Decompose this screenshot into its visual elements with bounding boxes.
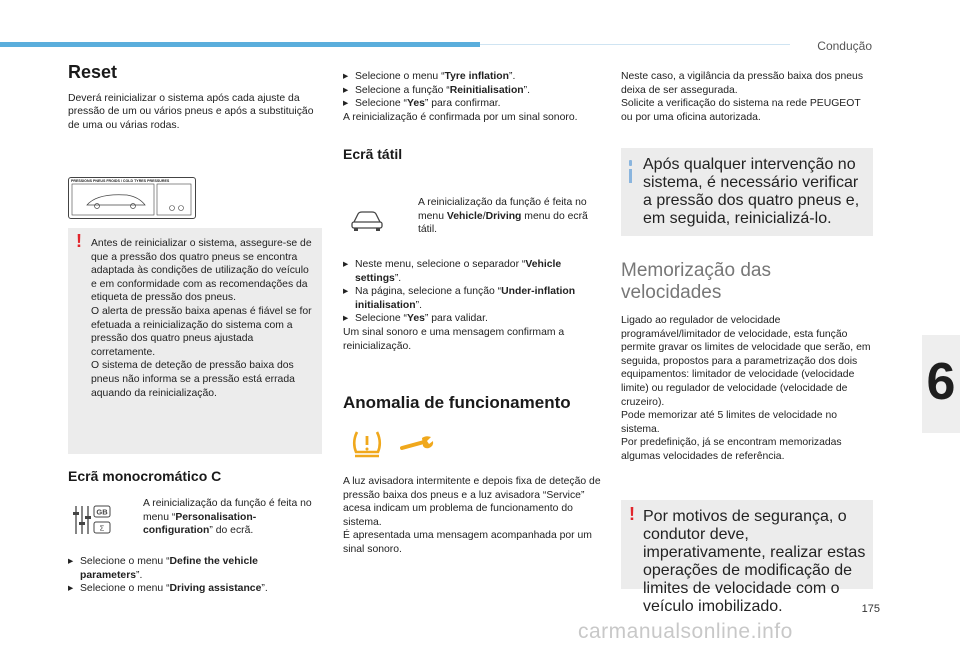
mono-text <box>143 497 323 538</box>
info-box <box>621 148 873 236</box>
svg-text:GB: GB <box>96 507 108 517</box>
speed-warning-text: Por motivos de segurança, o condutor deve, imperativamente, realizar estas operações de modificação de limites de velocidade com o veículo imobilizado. <box>643 508 866 615</box>
fault-text-2: É apresentada uma mensagem acompanhada por um sinal sonoro. <box>343 530 592 555</box>
column-2-top <box>343 70 601 162</box>
reset-intro: Deverá reinicializar o sistema após cada ajuste da pressão de um ou vários pneus e após a substituição de uma ou várias rodas. <box>68 92 314 131</box>
fault-text <box>343 475 601 557</box>
bullet-icon: ▸ <box>343 98 349 110</box>
tyre-label-title: PRESSIONS PNEUS FROIDS / COLD TYRES PRESSURES <box>71 179 170 183</box>
mono-heading: Ecrã monocromático C <box>68 468 222 484</box>
col3-text-2: Solicite a verificação do sistema na rede PEUGEOT ou por uma oficina autorizada. <box>621 98 861 123</box>
memory-section <box>621 260 873 464</box>
svg-text:Σ: Σ <box>99 523 105 533</box>
list-item: ▸ Selecione a função “Reinitialisation”. <box>343 84 530 96</box>
car-touchscreen-icon <box>350 206 384 232</box>
page-number: 175 <box>861 603 880 615</box>
reset-heading: Reset <box>68 62 118 82</box>
bullet-icon: ▸ <box>343 286 349 298</box>
column-1 <box>68 62 322 132</box>
warning-line-3: O sistema de deteção de pressão baixa dos pneus não informa se a pressão está errada aquando da reinicialização. <box>91 360 295 399</box>
fault-heading: Anomalia de funcionamento <box>343 393 571 412</box>
touch-steps <box>343 258 601 353</box>
touch-end-text: Um sinal sonoro e uma mensagem confirmam a reinicialização. <box>343 326 565 352</box>
reset-warning-box <box>68 228 322 454</box>
fault-text-1: A luz avisadora intermitente e depois fixa de deteção de pressão baixa dos pneus e a luz avisadora “Service” acesa indicam um problema de funcionamento do sistema. <box>343 476 601 528</box>
memory-heading: Memorização das velocidades <box>621 260 771 303</box>
fault-section <box>343 393 601 412</box>
chapter-title: Condução <box>817 39 872 53</box>
column-3-top <box>621 70 873 124</box>
bullet-icon: ▸ <box>343 259 349 270</box>
watermark: carmanualsonline.info <box>578 620 793 643</box>
mono-text-c: ” do ecrã. <box>209 525 254 537</box>
info-bar-icon <box>629 169 632 183</box>
list-item: ▸ Selecione o menu “Driving assistance”. <box>68 583 268 595</box>
confirm-text: A reinicialização é confirmada por um sinal sonoro. <box>343 111 578 123</box>
tyre-pressure-warning-icon <box>350 428 384 460</box>
tyre-pressure-label-image <box>68 177 196 219</box>
mono-menu-name: Personalisation-configuration <box>143 511 257 537</box>
bullet-icon: ▸ <box>68 583 74 595</box>
bullet-icon: ▸ <box>68 556 74 567</box>
bullet-icon: ▸ <box>343 84 349 96</box>
bullet-icon: ▸ <box>343 313 349 325</box>
chapter-tab-number: 6 <box>926 353 956 411</box>
car-outline-icon <box>69 178 195 218</box>
mono-section <box>68 470 322 484</box>
memory-text-1: Ligado ao regulador de velocidade programável/limitador de velocidade, esta função permite gravar os limites de velocidade que serão, em seguida, propostos para a parametrização dos dois equipamentos: limitador de velocidade (velocidade limite) ou regulador de velocidade (velocidade de cruzeiro). <box>621 315 871 408</box>
touch-heading: Ecrã tátil <box>343 146 403 163</box>
list-item: ▸ Selecione o menu “Define the vehicle parameters”. <box>68 556 258 581</box>
list-item: ▸ Na página, selecione a função “Under-inflation initialisation”. <box>343 286 576 311</box>
list-item: ▸ Selecione “Yes” para validar. <box>343 313 488 325</box>
header-accent-bar <box>0 42 480 47</box>
info-box-text: Após qualquer intervenção no sistema, é necessário verificar a pressão dos quatro pneus e, em seguida, reinicializá-lo. <box>643 156 860 227</box>
list-item: ▸ Selecione “Yes” para confirmar. <box>343 98 501 110</box>
col3-text-1: Neste caso, a vigilância da pressão baixa dos pneus deixa de ser assegurada. <box>621 71 864 96</box>
warning-exclamation-icon: ! <box>629 504 635 524</box>
info-dot-icon <box>629 160 632 166</box>
list-item: ▸ Neste menu, selecione o separador “Vehicle settings”. <box>343 259 562 284</box>
warning-line-2: O alerta de pressão baixa apenas é fiável se for efetuada a reinicialização do sistema com a pressão dos quatro pneus ajustada corretamente. <box>91 305 312 358</box>
settings-gb-icon <box>72 500 114 540</box>
touch-text: A reinicialização da função é feita no menu Vehicle/Driving menu do ecrã tátil. <box>418 197 588 236</box>
wrench-icon <box>398 433 438 453</box>
memory-text-2: Pode memorizar até 5 limites de velocidade no sistema. <box>621 410 838 435</box>
warning-line-1: Antes de reinicializar o sistema, assegure-se de que a pressão dos quatro pneus se encontra adaptada às condições de utilização do veículo e em conformidade com as recomendações da etiqueta de pressão dos pneus. <box>91 238 312 304</box>
mono-text-a: A reinicialização da função é feita no menu “ <box>143 498 312 523</box>
mono-steps <box>68 555 322 596</box>
warning-exclamation-icon: ! <box>76 231 82 251</box>
memory-text-3: Por predefinição, já se encontram memorizadas algumas velocidades de referência. <box>621 437 842 462</box>
header-thin-line <box>480 44 790 45</box>
list-item: ▸ Selecione o menu “Tyre inflation”. <box>343 71 516 82</box>
bullet-icon: ▸ <box>343 71 349 82</box>
